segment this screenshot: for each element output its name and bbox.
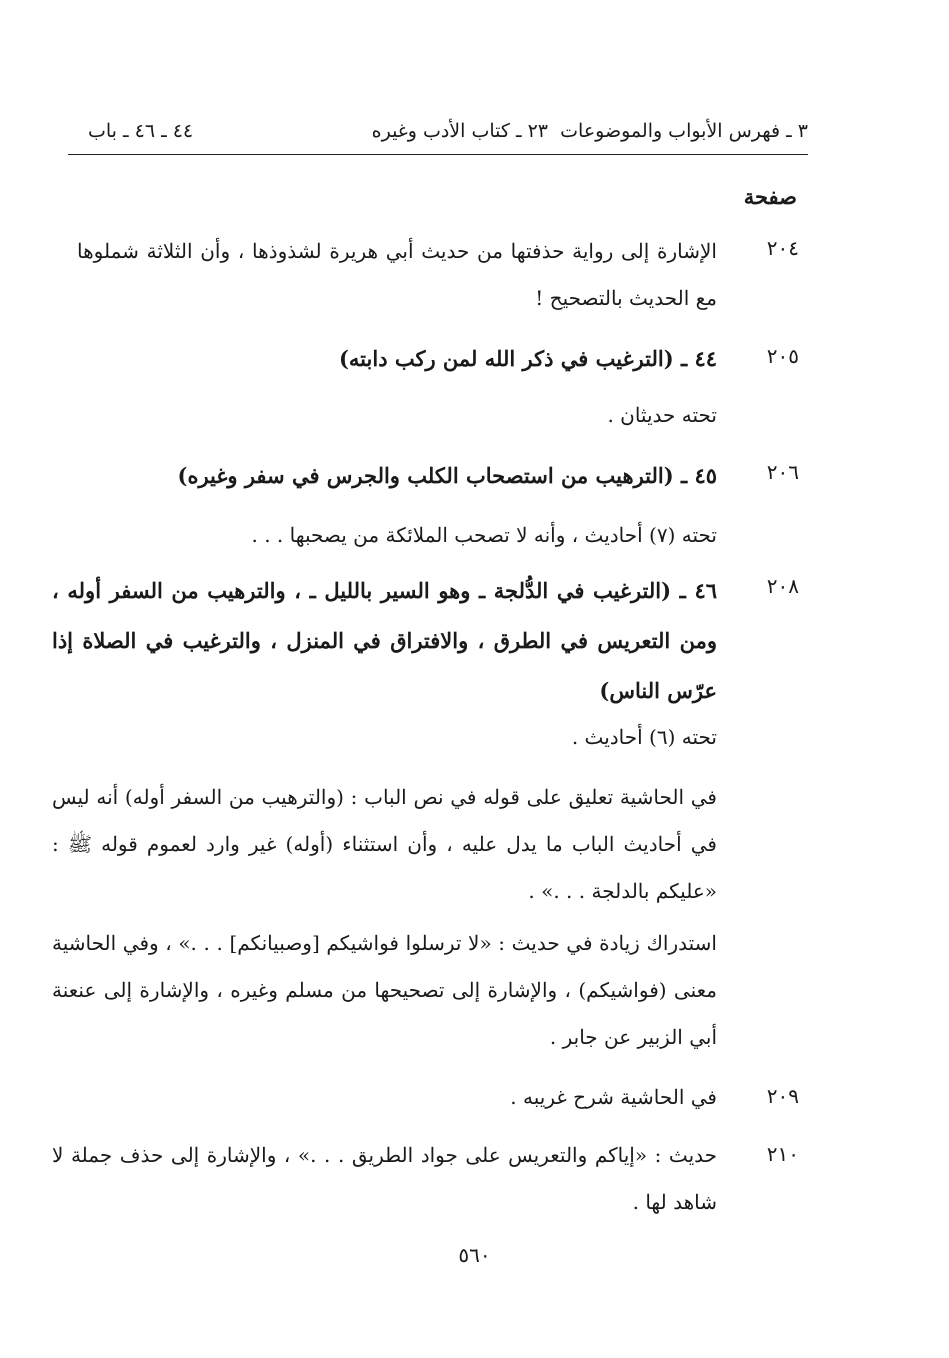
entry-page-number: ٢٠٨ [766, 574, 799, 598]
page-column-label: صفحة [743, 184, 797, 209]
entry-text: الإشارة إلى رواية حذفتها من حديث أبي هريرة لشذوذها ، وأن الثلاثة شملوها مع الحديث بالتصحيح ! [77, 239, 717, 310]
header-book-title: ٢٣ ـ كتاب الأدب وغيره [371, 120, 548, 142]
header-chapter-range: ٤٤ ـ ٤٦ ـ باب [88, 120, 194, 142]
chapter-heading: ٤٤ ـ (الترغيب في ذكر الله لمن ركب دابته) [338, 346, 717, 371]
chapter-heading: ٤٦ ـ (الترغيب في الدُّلجة ـ وهو السير بالليل ـ ، والترهيب من السفر أوله ، ومن التعريس في الطرق ، والافتراق في المنزل ، والترغيب في الصلاة إذا عرّس الناس) [52, 578, 717, 703]
entry-page-number: ٢٠٩ [766, 1084, 799, 1108]
page-number: ٥٦٠ [458, 1243, 491, 1267]
entry-page-number: ٢٠٥ [766, 344, 799, 368]
entry-page-number: ٢٠٤ [766, 236, 799, 260]
entry-text: في الحاشية شرح غريبه . [510, 1085, 717, 1109]
running-header [68, 116, 808, 156]
entry-page-number: ٢١٠ [766, 1142, 799, 1166]
footnote-note: في الحاشية تعليق على قوله في نص الباب : (والترهيب من السفر أوله) أنه ليس في أحاديث الباب ما يدل عليه ، وأن استثناء (أوله) غير وارد لعموم قوله ﷺ : «عليكم بالدلجة . . .» . [52, 785, 717, 903]
header-rule [68, 154, 808, 155]
entry-page-number: ٢٠٦ [766, 460, 799, 484]
header-section-title: ٣ ـ فهرس الأبواب والموضوعات [560, 120, 808, 142]
chapter-heading: ٤٥ ـ (الترهيب من استصحاب الكلب والجرس في سفر وغيره) [177, 463, 717, 488]
entry-text: تحته (٧) أحاديث ، وأنه لا تصحب الملائكة من يصحبها . . . [251, 523, 717, 547]
entry-text: تحته (٦) أحاديث . [571, 725, 717, 749]
footnote-note: استدراك زيادة في حديث : «لا ترسلوا فواشيكم [وصبيانكم] . . .» ، وفي الحاشية معنى (فواشيكم) ، والإشارة إلى تصحيحها من مسلم وغيره ، والإشارة إلى عنعنة أبي الزبير عن جابر . [52, 931, 717, 1049]
entry-text: حديث : «إياكم والتعريس على جواد الطريق . . .» ، والإشارة إلى حذف جملة لا شاهد لها . [52, 1143, 717, 1214]
entry-text: تحته حديثان . [607, 403, 717, 427]
